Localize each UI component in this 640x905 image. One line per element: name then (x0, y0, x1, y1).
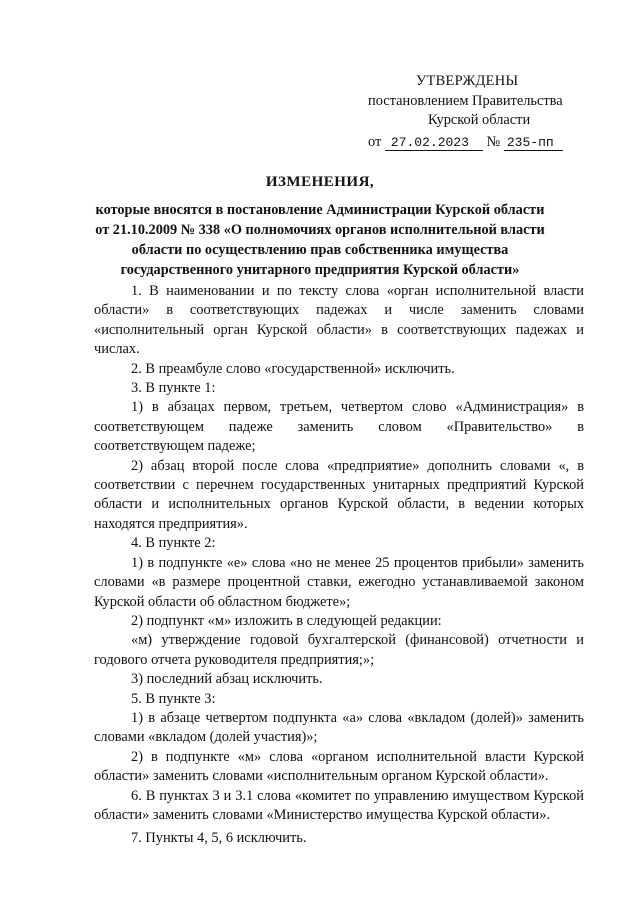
approval-number: 235-пп (504, 135, 563, 151)
paragraph: 3. В пункте 1: (131, 380, 216, 397)
approval-block (368, 72, 588, 152)
paragraph: 2. В преамбуле слово «государственной» исключить. (131, 360, 455, 377)
approval-line-2: Курской области (428, 112, 531, 128)
document-heading (70, 172, 570, 280)
paragraph: 1) в подпункте «е» слова «но не менее 25 процентов прибыли» заменить словами «в размере процентной ставки, ежегодно устанавливаемой законом Курской области об областном бюджете»; (94, 554, 584, 610)
paragraph: 2) абзац второй после слова «предприятие» дополнить словами «, в соответствии с перечнем государственных унитарных предприятий Курской области и исполнительных органов Курской области, в ведении которых находятся предприятия». (94, 457, 584, 532)
paragraph: 2) подпункт «м» изложить в следующей редакции: (131, 612, 442, 629)
paragraph: 1) в абзацах первом, третьем, четвертом слово «Администрация» в соответствующем падеже заменить словом «Правительство» в соответствующем падеже; (94, 399, 584, 455)
document-body (94, 282, 584, 849)
paragraph: 5. В пункте 3: (131, 690, 216, 707)
paragraph: 2) в подпункте «м» слова «органом исполнительной власти Курской области» заменить словами «исполнительным органом Курской области». (94, 748, 584, 785)
subtitle-line: которые вносятся в постановление Администрации Курской области (95, 202, 545, 218)
subtitle-line: от 21.10.2009 № 338 «О полномочиях органов исполнительной власти (95, 222, 545, 238)
paragraph: 4. В пункте 2: (131, 535, 216, 552)
paragraph: «м) утверждение годовой бухгалтерской (финансовой) отчетности и годового отчета руководителя предприятия;»; (94, 632, 584, 668)
paragraph: 7. Пункты 4, 5, 6 исключить. (131, 830, 307, 847)
date-prefix: от (368, 133, 382, 150)
paragraph: 1) в абзаце четвертом подпункта «а» слова «вкладом (долей)» заменить словами «вкладом (долей участия)»; (94, 709, 584, 746)
subtitle-line: государственного унитарного предприятия Курской области» (120, 262, 520, 278)
approval-title: УТВЕРЖДЕНЫ (416, 73, 519, 89)
approval-line-1: постановлением Правительства (368, 92, 563, 109)
approval-date: 27.02.2023 (385, 135, 483, 151)
heading-title: ИЗМЕНЕНИЯ, (265, 174, 375, 190)
paragraph: 6. В пунктах 3 и 3.1 слова «комитет по управлению имуществом Курской области» заменить словами «Министерство имущества Курской области». (94, 787, 584, 823)
heading-subtitle (70, 200, 570, 280)
paragraph: 3) последний абзац исключить. (131, 671, 323, 688)
paragraph: 1. В наименовании и по тексту слова «орган исполнительной власти области» в соответствующих падежах и числе заменить словами «исполнительный орган Курской области» в соответствующих падежах и числах. (94, 283, 584, 358)
subtitle-line: области по осуществлению прав собственника имущества (131, 242, 509, 258)
approval-date-row (368, 133, 588, 153)
number-prefix: № (486, 133, 501, 150)
